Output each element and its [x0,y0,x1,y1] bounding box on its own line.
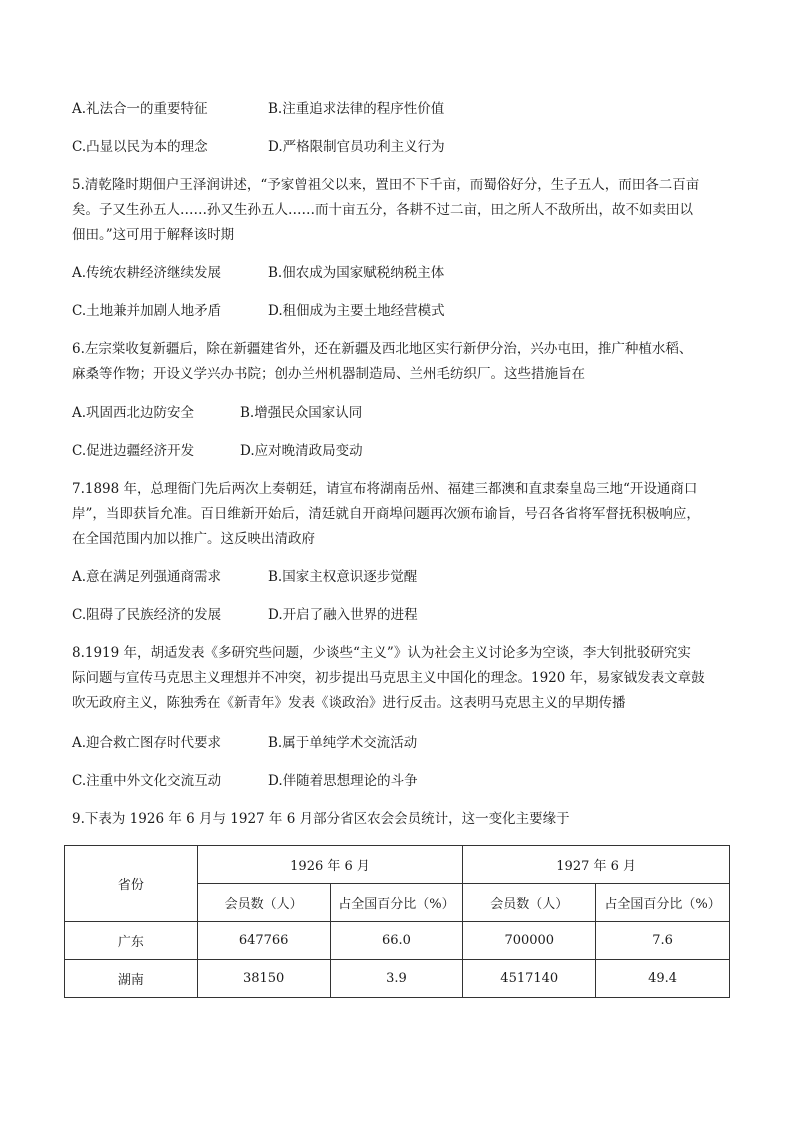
members-1926-cell: 38150 [197,960,330,998]
farmers-association-table [64,845,730,998]
province-header: 省份 [65,846,198,922]
q8-option-c: C.注重中外文化交流互动 [72,773,222,789]
q8-option-d: D.伴随着思想理论的斗争 [268,773,418,789]
q6-option-d: D.应对晚清政局变动 [240,443,363,459]
percent-header: 占全国百分比（%） [596,884,730,922]
q5-stem [72,173,732,248]
q6-option-a: A.巩固西北边防安全 [72,405,195,421]
q6-option-c: C.促进边疆经济开发 [72,443,195,459]
percent-1926-cell: 66.0 [330,922,463,960]
q7-stem-line: 在全国范围内加以推广。这反映出清政府 [72,531,315,547]
percent-1927-cell: 49.4 [596,960,730,998]
q7-option-b: B.国家主权意识逐步觉醒 [268,569,418,585]
q5-option-b: B.佃农成为国家赋税纳税主体 [268,265,445,281]
q5-option-a: A.传统农耕经济继续发展 [72,265,222,281]
q4-option-d: D.严格限制官员功利主义行为 [268,139,445,155]
q6-option-b: B.增强民众国家认同 [240,405,363,421]
period-1927-header: 1927 年 6 月 [463,846,730,884]
percent-1926-cell: 3.9 [330,960,463,998]
q5-stem-line: 佃田。”这可用于解释该时期 [72,227,235,243]
q6-stem-line: 6.左宗棠收复新疆后，除在新疆建省外，还在新疆及西北地区实行新伊分治，兴办屯田，推广种植水稻、 [72,341,693,357]
members-1927-cell: 4517140 [463,960,596,998]
table-header-row [65,846,730,884]
members-1927-cell: 700000 [463,922,596,960]
percent-1927-cell: 7.6 [596,922,730,960]
q9-stem: 9.下表为 1926 年 6 月与 1927 年 6 月部分省区农会会员统计，这一变化主要缘于 [72,811,570,827]
q6-stem-line: 麻桑等作物；开设义学兴办书院；创办兰州机器制造局、兰州毛纺织厂。这些措施旨在 [72,366,585,382]
province-cell: 湖南 [65,960,198,998]
period-1926-header: 1926 年 6 月 [197,846,463,884]
q7-stem [72,477,732,552]
q5-option-c: C.土地兼并加剧人地矛盾 [72,303,222,319]
members-1926-cell: 647766 [197,922,330,960]
q7-stem-line: 岸”，当即获旨允准。百日维新开始后，清廷就自开商埠问题再次颁布谕旨，号召各省将军督抚积极响应， [72,506,700,522]
q8-option-b: B.属于单纯学术交流活动 [268,735,418,751]
q5-stem-line: 5.清乾隆时期佃户王泽润讲述，“予家曾祖父以来，置田不下千亩，而蜀俗好分，生子五人，而田各二百亩 [72,177,700,193]
q7-option-c: C.阻碍了民族经济的发展 [72,607,222,623]
percent-header: 占全国百分比（%） [330,884,463,922]
q6-stem [72,337,732,387]
table-row [65,960,730,998]
q7-option-d: D.开启了融入世界的进程 [268,607,418,623]
members-header: 会员数（人） [463,884,596,922]
members-header: 会员数（人） [197,884,330,922]
q7-stem-line: 7.1898 年，总理衙门先后两次上奏朝廷，请宣布将湖南岳州、福建三都澳和直隶秦皇岛三地“开设通商口 [72,481,698,497]
q5-option-d: D.租佃成为主要土地经营模式 [268,303,445,319]
table-row [65,922,730,960]
q4-option-a: A.礼法合一的重要特征 [72,101,208,117]
q8-stem-line: 吹无政府主义，陈独秀在《新青年》发表《谈政治》进行反击。这表明马克思主义的早期传播 [72,695,626,711]
q8-stem-line: 际问题与宣传马克思主义理想并不冲突，初步提出马克思主义中国化的理念。1920 年，易家钺发表文章鼓 [72,670,705,686]
q4-option-b: B.注重追求法律的程序性价值 [268,101,445,117]
province-cell: 广东 [65,922,198,960]
q8-option-a: A.迎合救亡图存时代要求 [72,735,222,751]
q4-option-c: C.凸显以民为本的理念 [72,139,208,155]
q8-stem-line: 8.1919 年，胡适发表《多研究些问题，少谈些“主义”》认为社会主义讨论多为空谈，李大钊批驳研究实 [72,645,691,661]
q7-option-a: A.意在满足列强通商需求 [72,569,222,585]
q8-stem [72,641,732,716]
q5-stem-line: 矣。子又生孙五人……孙又生孙五人……而十亩五分，各耕不过二亩，田之所人不敌所出，故不如卖田以 [72,202,693,218]
